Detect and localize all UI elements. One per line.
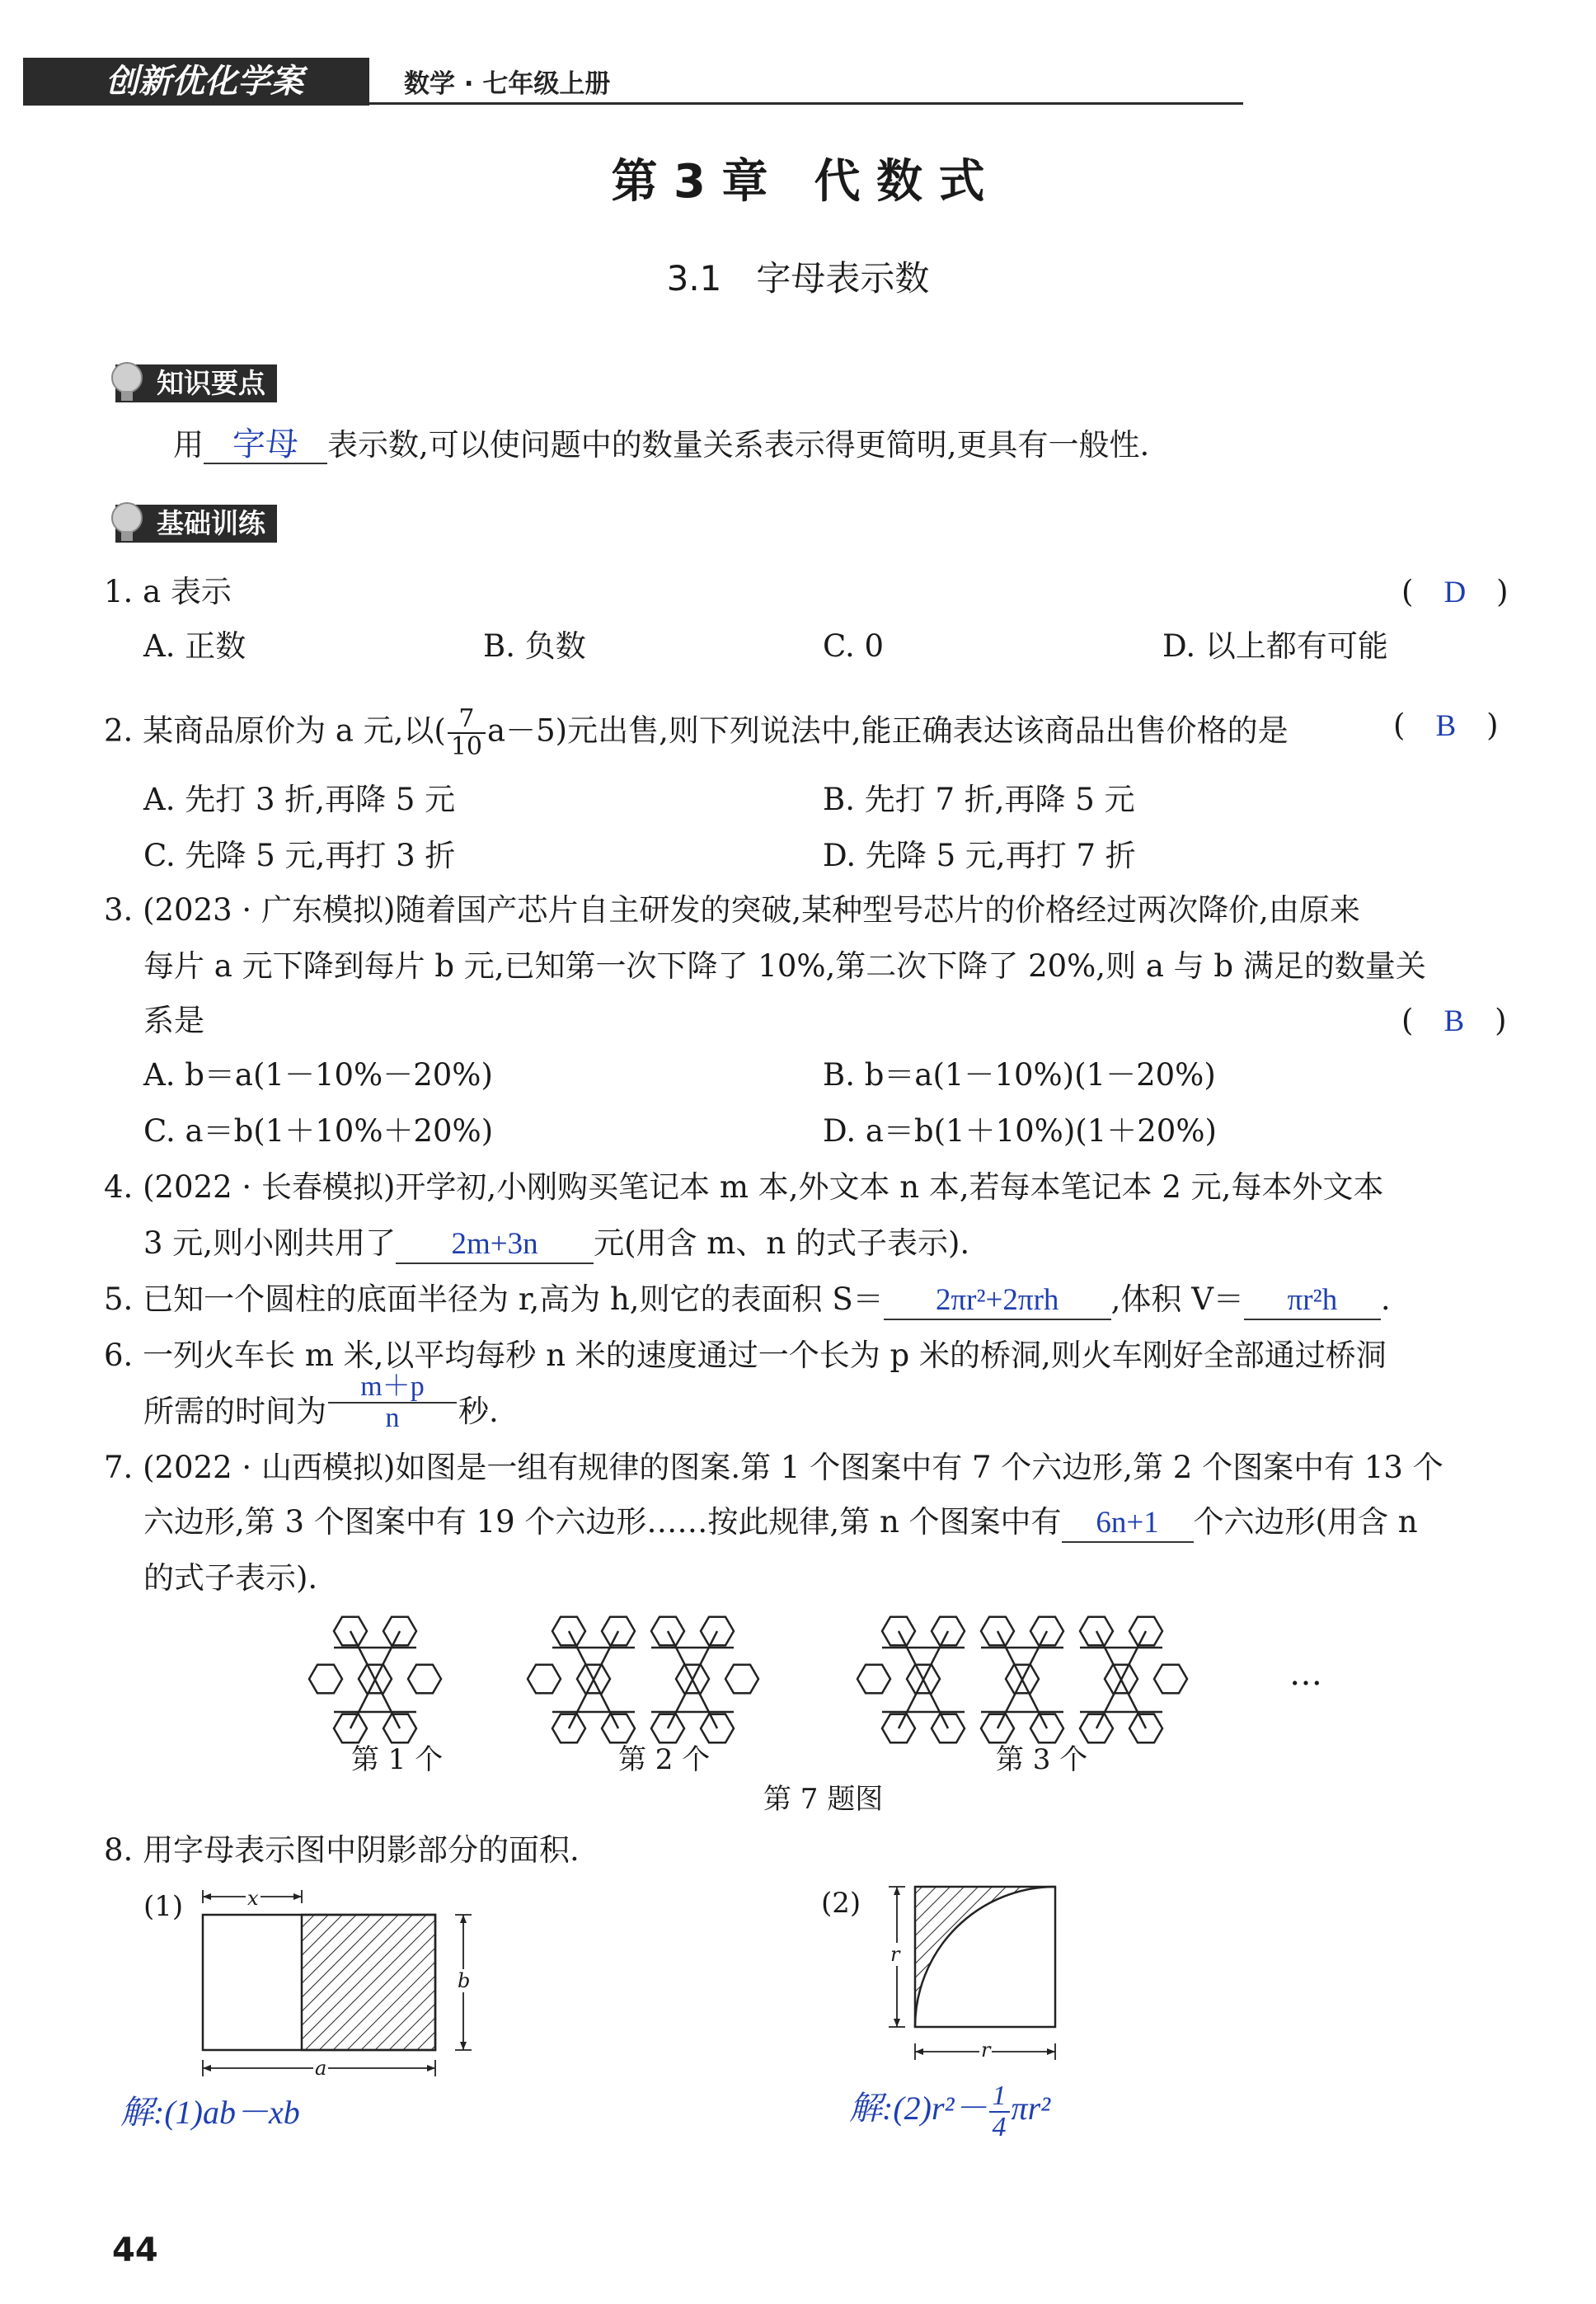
q2-option-a: A. 先打 3 折,再降 5 元 — [143, 782, 456, 817]
q7-hexagon-figure — [297, 1608, 1368, 1765]
q7-line3: 的式子表示). — [143, 1560, 318, 1596]
q4-line2a: 3 元,则小刚共用了 — [143, 1225, 397, 1261]
hexagon-shape — [334, 1714, 367, 1743]
q7-line2b: 个六边形(用含 n — [1193, 1504, 1418, 1540]
q8-answer-2-frac — [989, 2081, 1010, 2142]
header-rule — [369, 102, 1243, 105]
q7-fig-label-3: 第 3 个 — [996, 1743, 1088, 1776]
q8-answer-2 — [849, 2081, 1050, 2142]
q3-line3: 系是 — [143, 1003, 204, 1038]
hexagon-shape — [309, 1665, 342, 1694]
q4-line2b: 元(用含 m、n 的式子表示). — [594, 1225, 970, 1261]
q7-ellipsis: … — [1289, 1655, 1322, 1693]
q1-option-d: D. 以上都有可能 — [1162, 628, 1388, 664]
page-number: 44 — [112, 2231, 158, 2269]
q6-line2 — [143, 1371, 499, 1433]
q2-stem-a: 2. 某商品原价为 a 元,以( — [104, 712, 446, 749]
knowledge-statement — [173, 426, 1149, 465]
q2-frac-num: 7 — [448, 706, 486, 734]
q2-answer-box: ( B ) — [1393, 708, 1499, 743]
q1-stem: 1. a 表示 — [104, 574, 232, 609]
q5-text-b: ,体积 V＝ — [1110, 1281, 1244, 1317]
q4-answer: 2m+3n — [396, 1226, 594, 1264]
q5-text-a: 5. 已知一个圆柱的底面半径为 r,高为 h,则它的表面积 S＝ — [104, 1281, 884, 1317]
q2-frac-den: 10 — [450, 732, 483, 761]
q8-answer-1: 解:(1)ab－xb — [120, 2094, 300, 2131]
fig1-var-a: a — [315, 2057, 327, 2080]
q2-option-d: D. 先降 5 元,再打 7 折 — [823, 838, 1136, 873]
q6-line1: 6. 一列火车长 m 米,以平均每秒 n 米的速度通过一个长为 p 米的桥洞,则火车刚好全部通过桥洞 — [104, 1338, 1387, 1373]
knowledge-tag-label: 知识要点 — [157, 367, 265, 399]
knowledge-prefix: 用 — [173, 427, 204, 463]
q1-option-c: C. 0 — [823, 628, 885, 664]
q2-option-b: B. 先打 7 折,再降 5 元 — [823, 782, 1135, 817]
q8-answer-2b: πr² — [1011, 2090, 1051, 2128]
q6-answer — [328, 1372, 457, 1433]
q2-stem — [104, 706, 1289, 760]
q7-line2 — [143, 1502, 1418, 1543]
q5-answer-s: 2πr²+2πrh — [884, 1282, 1111, 1320]
hexagon-shape — [334, 1617, 367, 1646]
series-title: 创新优化学案 — [106, 63, 303, 101]
q5-line — [104, 1280, 1391, 1320]
fig2-var-r-horizontal: r — [981, 2038, 991, 2062]
q3-line2: 每片 a 元下降到每片 b 元,已知第一次下降了 10%,第二次下降了 20%,则 a 与 b 满足的数量关 — [143, 948, 1426, 984]
q6-answer-den: n — [385, 1402, 400, 1433]
fig1-var-x: x — [247, 1887, 259, 1910]
knowledge-answer: 字母 — [204, 426, 327, 464]
q5-answer-v: πr²h — [1244, 1282, 1381, 1320]
hexagon-shape — [528, 1665, 561, 1694]
q8-fig2-label: (2) — [821, 1887, 861, 1920]
subject-title: 数学 · 七年级上册 — [404, 69, 611, 99]
lightbulb-icon — [110, 500, 147, 546]
q2-fraction — [448, 706, 486, 760]
q4-line1: 4. (2022 · 长春模拟)开学初,小刚购买笔记本 m 本,外文本 n 本,若每本笔记本 2 元,每本外文本 — [104, 1169, 1384, 1205]
chapter-title: 第 3 章 代 数 式 — [611, 155, 985, 209]
q2-answer: B — [1435, 709, 1457, 743]
q8-stem: 8. 用字母表示图中阴影部分的面积. — [104, 1832, 580, 1868]
q3-option-b: B. b＝a(1－10%)(1－20%) — [823, 1057, 1216, 1093]
q3-option-d: D. a＝b(1＋10%)(1＋20%) — [823, 1113, 1217, 1149]
q6-line2a: 所需的时间为 — [143, 1394, 326, 1429]
q1-answer-box: ( D ) — [1401, 574, 1509, 609]
q7-fig-label-2: 第 2 个 — [618, 1743, 711, 1776]
q7-answer: 6n+1 — [1062, 1505, 1194, 1543]
lightbulb-icon — [110, 360, 147, 406]
q4-line2 — [143, 1224, 969, 1264]
q8-figure-1 — [190, 1885, 486, 2088]
practice-tag-label: 基础训练 — [157, 507, 265, 539]
q8-answer-2-num: 1 — [989, 2081, 1010, 2113]
q6-answer-num: m＋p — [328, 1372, 457, 1404]
fig2-var-r-vertical: r — [890, 1943, 900, 1966]
fig1-shaded-rect — [302, 1915, 435, 2050]
q7-line2a: 六边形,第 3 个图案中有 19 个六边形……按此规律,第 n 个图案中有 — [143, 1504, 1062, 1540]
q3-answer: B — [1443, 1004, 1465, 1038]
q6-line2b: 秒. — [458, 1394, 499, 1429]
fig1-var-b: b — [458, 1969, 471, 1992]
hexagon-shape — [1154, 1665, 1187, 1694]
q3-line1: 3. (2023 · 广东模拟)随着国产芯片自主研发的突破,某种型号芯片的价格经过两次降价,由原来 — [104, 892, 1360, 928]
hexagon-shape — [857, 1665, 890, 1694]
q1-option-a: A. 正数 — [143, 628, 246, 664]
q2-stem-b: a－5)元出售,则下列说法中,能正确表达该商品出售价格的是 — [487, 712, 1289, 749]
q3-answer-box: ( B ) — [1401, 1003, 1507, 1038]
q7-caption: 第 7 题图 — [763, 1783, 884, 1816]
q1-option-b: B. 负数 — [483, 628, 586, 664]
hexagon-shape — [725, 1665, 758, 1694]
knowledge-suffix: 表示数,可以使问题中的数量关系表示得更简明,更具有一般性. — [327, 427, 1150, 463]
q7-fig-label-1: 第 1 个 — [351, 1743, 444, 1776]
q2-option-c: C. 先降 5 元,再打 3 折 — [143, 838, 456, 873]
q3-option-a: A. b＝a(1－10%－20%) — [143, 1057, 493, 1093]
q3-option-c: C. a＝b(1＋10%＋20%) — [143, 1113, 494, 1149]
q5-text-c: . — [1380, 1281, 1391, 1317]
q7-line1: 7. (2022 · 山西模拟)如图是一组有规律的图案.第 1 个图案中有 7 个六边形,第 2 个图案中有 13 个 — [104, 1450, 1443, 1485]
section-title: 3.1 字母表示数 — [666, 258, 930, 299]
fig2-shaded-region — [915, 1887, 1055, 2027]
practice-tag — [115, 505, 277, 543]
q1-answer: D — [1443, 576, 1467, 609]
q8-fig1-label: (1) — [143, 1890, 184, 1923]
knowledge-tag — [115, 364, 277, 402]
hexagon-shape — [408, 1665, 441, 1694]
q8-answer-2a: 解:(2)r²－ — [849, 2090, 988, 2128]
q8-figure-2 — [874, 1878, 1072, 2076]
q8-answer-2-den: 4 — [992, 2112, 1007, 2142]
